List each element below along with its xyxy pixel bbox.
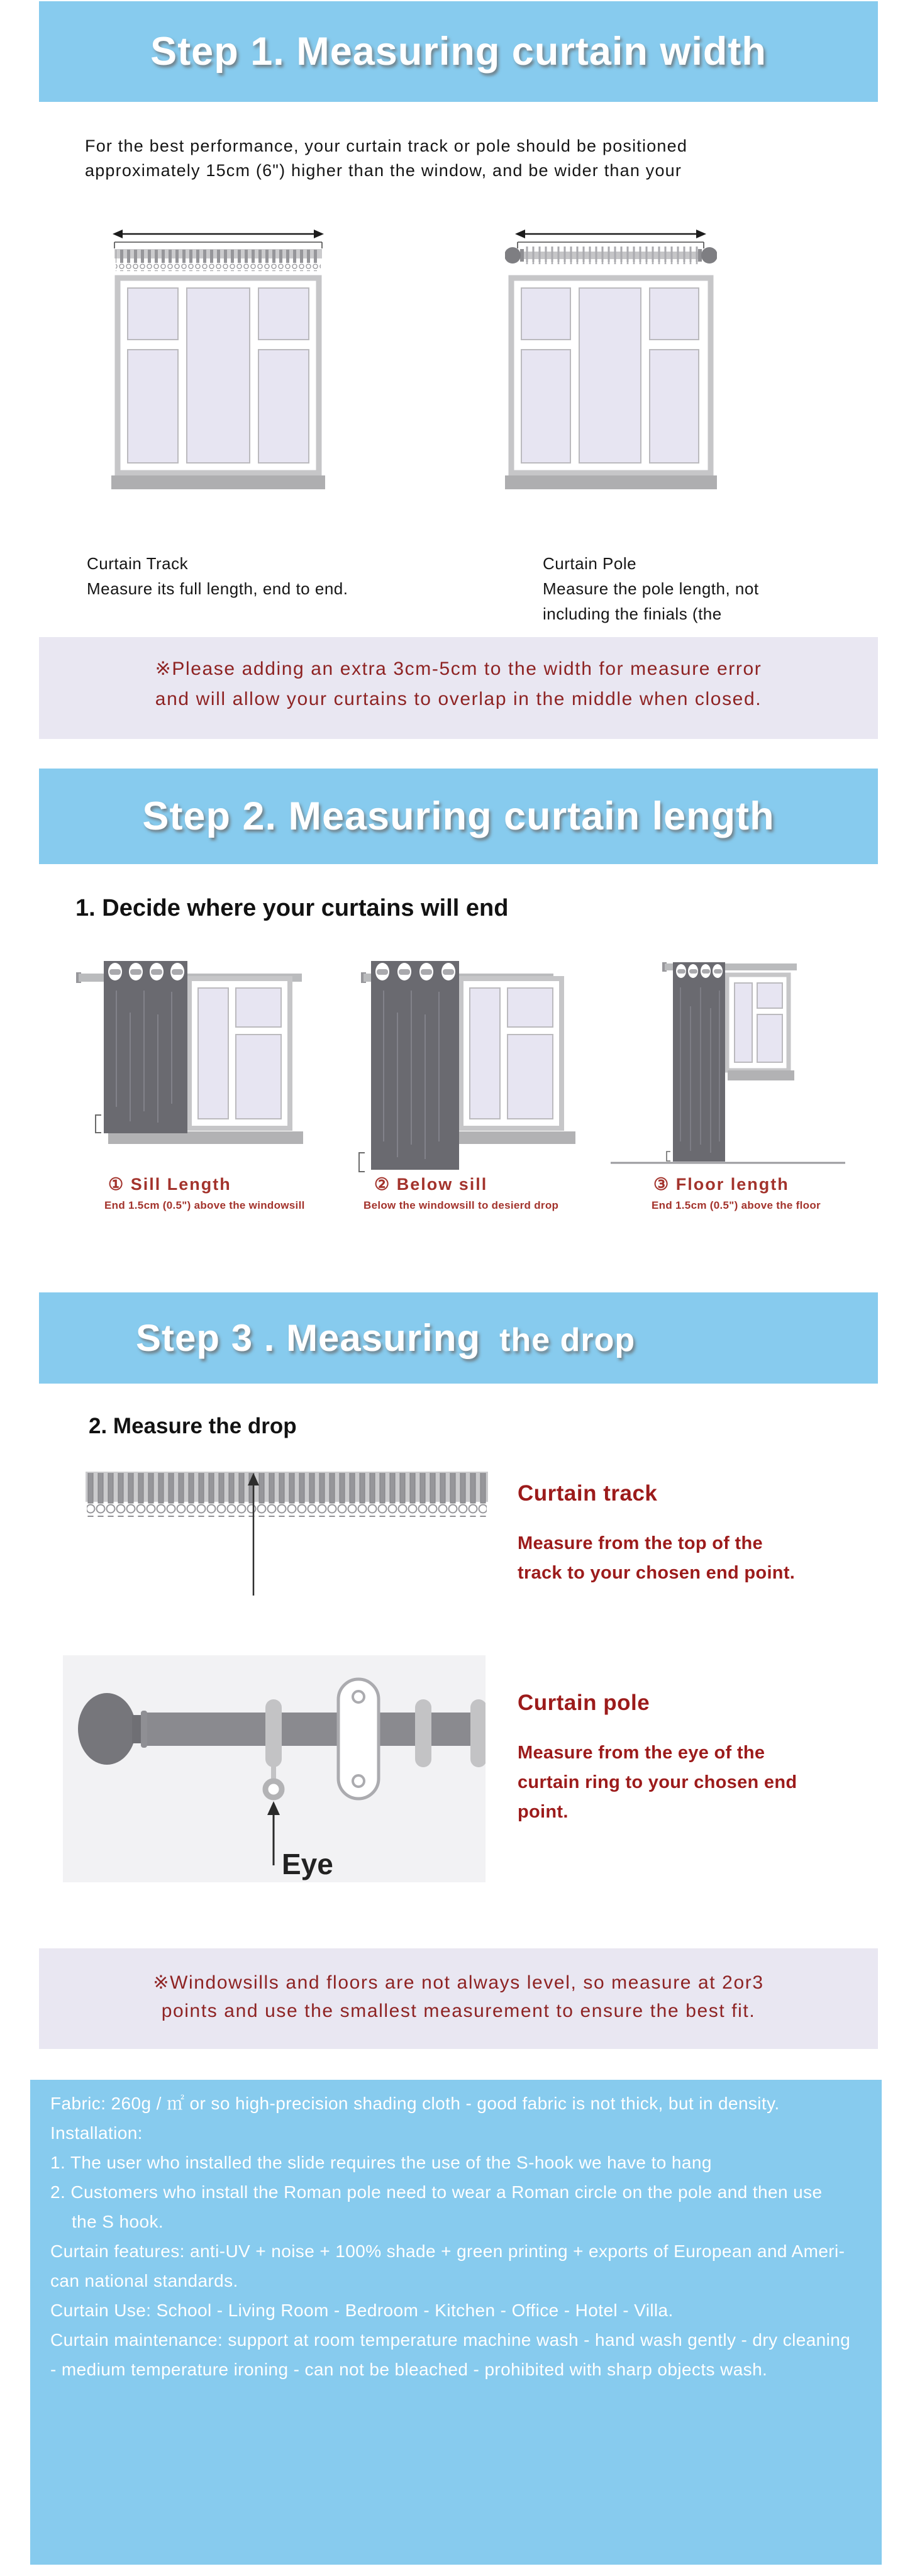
option-label: [374, 1175, 487, 1194]
track-measure-line: track to your chosen end point.: [518, 1563, 796, 1583]
info-line: Fabric: 260g / ㎡ or so high-precision shading cloth - good fabric is not thick, but in density.: [50, 2094, 780, 2113]
option-title: Below sill: [396, 1175, 488, 1194]
windowsill: [728, 1070, 794, 1080]
step3-title-sub: the drop: [499, 1322, 636, 1358]
step3-banner: [39, 1292, 878, 1384]
finial: [505, 247, 521, 264]
measure-end-bracket: [96, 1115, 101, 1133]
track-measure-text: [518, 1481, 795, 1588]
info-line: Curtain features: anti-UV + noise + 100% shade + green printing + exports of European and Ameri-: [50, 2241, 845, 2261]
level-note: [39, 1948, 878, 2049]
option-sill-length: [72, 953, 336, 1223]
option-desc: Below the windowsill to desierd drop: [363, 1199, 559, 1211]
track-measure-diagram: [86, 1470, 488, 1602]
pole-caption-line: including the finials (the: [543, 604, 722, 623]
finial: [701, 247, 717, 264]
option-title: Sill Length: [130, 1175, 231, 1194]
pole-measure-title: Curtain pole: [518, 1690, 650, 1715]
step2-title: Step 2. Measuring curtain length: [142, 794, 775, 838]
step3-title: Step 3 . Measuring: [136, 1317, 481, 1359]
option-floor-length: [585, 953, 868, 1223]
measure-drop-heading: 2. Measure the drop: [89, 1414, 297, 1438]
pole-caption: [543, 551, 759, 626]
wall-bracket: [338, 1679, 379, 1799]
track-caption: [87, 551, 348, 601]
curtain-ring-with-eye: [265, 1699, 282, 1797]
option-below-sill: [352, 953, 579, 1223]
width-note-line: ※Please adding an extra 3cm-5cm to the width for measure error: [155, 658, 762, 679]
curtain-pole-window-diagram: [505, 228, 717, 489]
curtain-pole: [145, 1713, 486, 1746]
info-line: - medium temperature ironing - can not be bleached - prohibited with sharp objects wash.: [50, 2360, 768, 2379]
width-note: [39, 637, 878, 739]
info-line: the S hook.: [72, 2212, 164, 2231]
option-number: ①: [108, 1175, 125, 1194]
pole-caption-line: Measure the pole length, not: [543, 579, 759, 598]
measure-end-bracket: [359, 1153, 365, 1172]
window: [461, 979, 562, 1128]
decide-heading: 1. Decide where your curtains will end: [75, 895, 509, 921]
window: [189, 979, 290, 1128]
step2-banner: [39, 769, 878, 864]
intro-paragraph: [85, 134, 687, 183]
curtain-pole: [505, 247, 717, 264]
window: [118, 278, 319, 473]
option-title: Floor length: [675, 1175, 789, 1194]
option-label: [108, 1175, 231, 1194]
info-line: Installation:: [50, 2123, 143, 2143]
curtain-track: [114, 249, 322, 271]
width-arrow-icon: [113, 230, 324, 238]
pole-measure-line: point.: [518, 1802, 569, 1822]
width-note-line: and will allow your curtains to overlap in the middle when closed.: [155, 689, 762, 709]
curtain-track-window-diagram: [111, 228, 325, 489]
below-sill-diagram: [352, 953, 579, 1185]
eye-ring: [265, 1781, 282, 1797]
product-info-panel: [30, 2080, 882, 2565]
info-line: 1. The user who installed the slide requires the use of the S-hook we have to hang: [50, 2153, 712, 2172]
level-note-line: ※Windowsills and floors are not always level, so measure at 2or3: [153, 1972, 764, 1993]
curtain: [371, 961, 459, 1170]
eye-label: Eye: [282, 1848, 333, 1880]
curtain: [104, 961, 187, 1133]
track-measure-line: Measure from the top of the: [518, 1533, 763, 1553]
option-number: ③: [653, 1175, 670, 1194]
pole-measure-line: curtain ring to your chosen end: [518, 1772, 797, 1792]
step1-title: Step 1. Measuring curtain width: [150, 30, 767, 74]
track-caption-line: Measure its full length, end to end.: [87, 579, 348, 598]
window: [511, 278, 711, 473]
windowsill: [111, 475, 325, 489]
measuring-bracket: [114, 242, 322, 248]
info-line: 2. Customers who install the Roman pole need to wear a Roman circle on the pole and then use: [50, 2182, 823, 2202]
info-line: Curtain maintenance: support at room temperature machine wash - hand wash gently - dry cleaning: [50, 2330, 851, 2350]
width-arrow-icon: [515, 230, 706, 238]
pole-measure-line: Measure from the eye of the: [518, 1743, 765, 1763]
pole-caption-title: Curtain Pole: [543, 554, 637, 573]
step1-banner: [39, 1, 878, 102]
track-caption-title: Curtain Track: [87, 554, 189, 573]
curtain-ring: [470, 1699, 486, 1767]
option-label: [653, 1175, 789, 1194]
curtain-ring: [415, 1699, 431, 1767]
level-note-line: points and use the smallest measurement to ensure the best fit.: [161, 2001, 756, 2021]
pole-measure-text: [518, 1690, 797, 1827]
option-number: ②: [374, 1175, 391, 1194]
windowsill: [456, 1131, 575, 1144]
measure-end-bracket: [667, 1152, 670, 1161]
info-line: can national standards.: [50, 2271, 238, 2290]
info-line: Curtain Use: School - Living Room - Bedroom - Kitchen - Office - Hotel - Villa.: [50, 2301, 674, 2320]
pole-measure-diagram: [63, 1655, 486, 1882]
option-desc: End 1.5cm (0.5") above the windowsill: [104, 1199, 305, 1211]
intro-line: For the best performance, your curtain track or pole should be positioned: [85, 136, 688, 155]
sill-length-diagram: [72, 953, 336, 1170]
track-measure-title: Curtain track: [518, 1481, 658, 1506]
intro-line: approximately 15cm (6") higher than the window, and be wider than your: [85, 161, 682, 180]
windowsill: [505, 475, 717, 489]
curtain: [673, 962, 725, 1162]
window: [727, 975, 789, 1070]
floor-length-diagram: [585, 953, 868, 1170]
option-desc: End 1.5cm (0.5") above the floor: [652, 1199, 821, 1211]
